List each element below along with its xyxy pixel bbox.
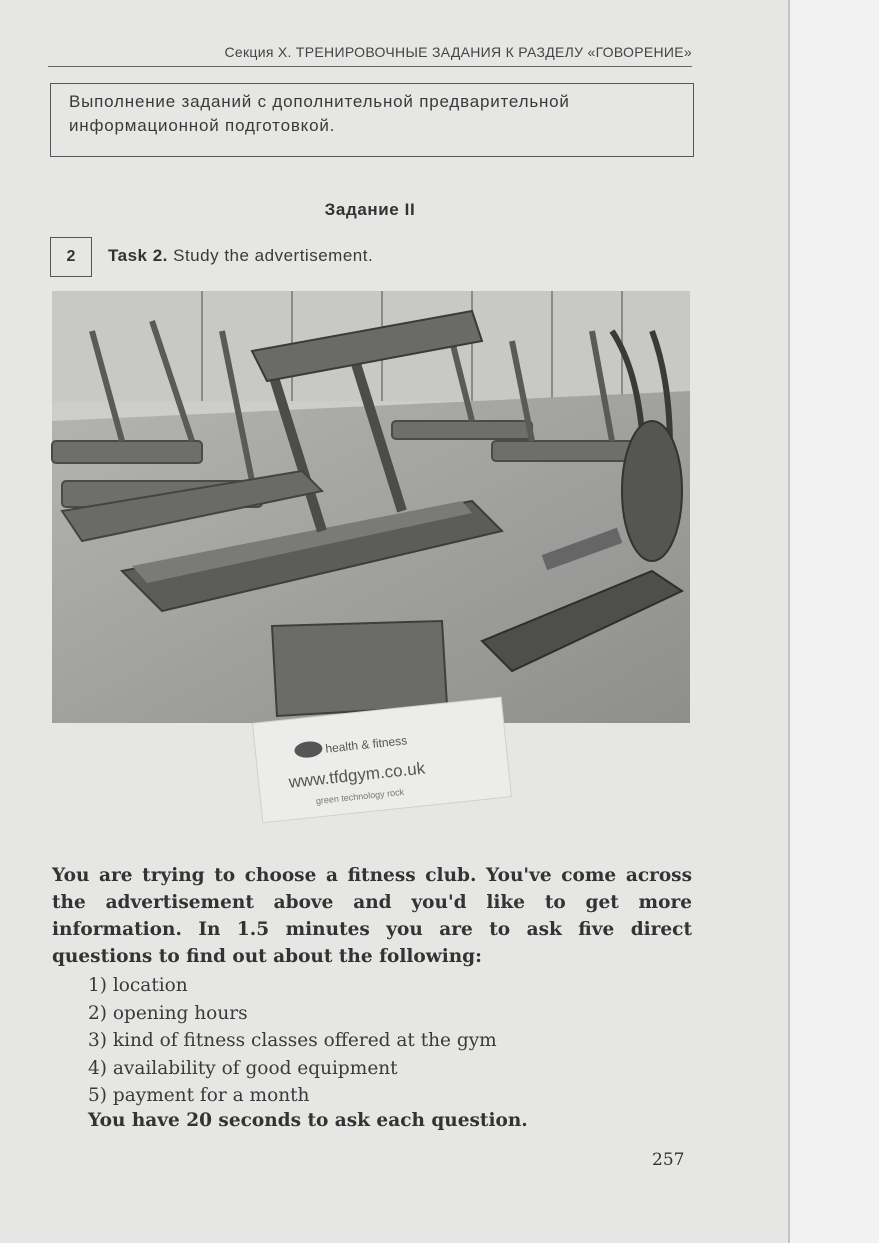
ad-brand-text: health & fitness — [324, 733, 408, 756]
gym-photo — [52, 291, 690, 723]
running-head: Секция X. ТРЕНИРОВОЧНЫЕ ЗАДАНИЯ К РАЗДЕЛУ «ГОВОРЕНИЕ» — [224, 44, 692, 60]
header-rule — [48, 66, 692, 67]
list-item: 3) kind of fitness classes offered at the gym — [88, 1030, 497, 1051]
question-topics-list — [88, 972, 497, 1110]
task-heading: Задание II — [324, 200, 416, 219]
list-item: 2) opening hours — [88, 1002, 248, 1024]
ad-url: www.tfdgym.co.uk — [287, 758, 427, 792]
page-number: 257 — [652, 1150, 685, 1170]
advertisement-photo — [52, 291, 690, 831]
info-box — [50, 83, 694, 157]
info-box-line: информационной подготовкой. — [69, 116, 336, 135]
task-label: Task 2. — [108, 246, 168, 265]
closing-instruction: You have 20 seconds to ask each question. — [88, 1110, 528, 1131]
task-instruction — [108, 246, 373, 266]
task-paragraph: You are trying to choose a fitness club. You've come across the advertisement above and you'd like to get more information. In 1.5 minutes you are to ask five direct questions to find out about the following: — [52, 865, 692, 967]
list-item: 4) availability of good equipment — [88, 1057, 398, 1079]
ad-tagline: green technology rock — [315, 786, 405, 807]
info-box-line: Выполнение заданий с дополнительной предварительной — [69, 92, 570, 111]
task-number-box: 2 — [50, 237, 92, 277]
list-item: 5) payment for a month — [88, 1085, 310, 1106]
list-item: 1) location — [88, 975, 188, 996]
task-instruction-text: Study the advertisement. — [173, 246, 374, 265]
page-edge — [788, 0, 879, 1243]
